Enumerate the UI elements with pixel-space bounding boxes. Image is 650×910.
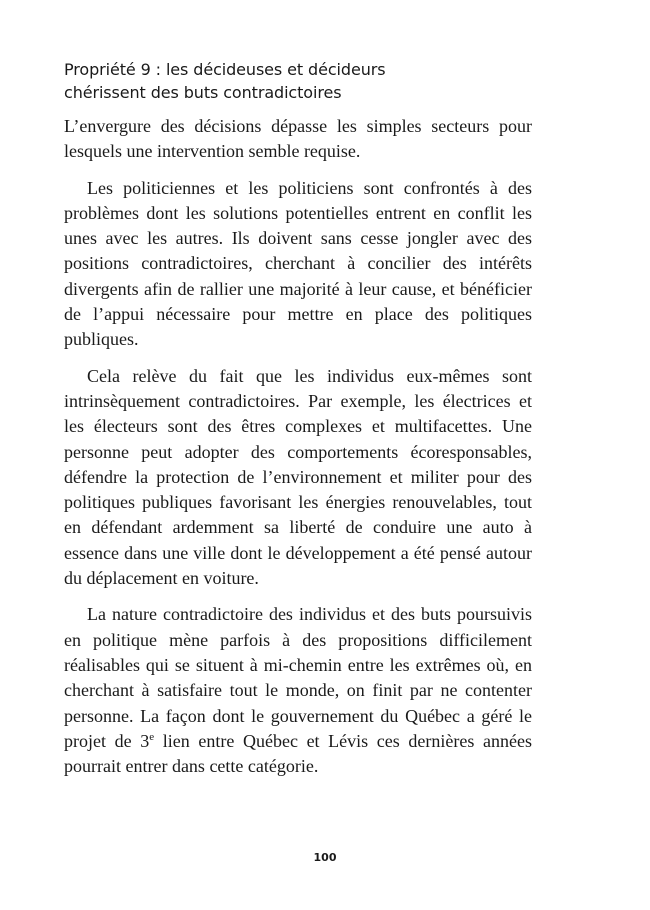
section-heading-line-1: Propriété 9 : les décideuses et décideurs: [64, 60, 386, 79]
paragraph-text-before: La nature contradictoire des individus et des buts poursuivis en politique mène parfois à des propositions difficilement réalisables qui se situent à mi-chemin entre les extrêmes où, en cherchant à satisfaire tout le monde, on finit par ne contenter personne. La façon dont le gouvernement du Québec a géré le projet de 3: [64, 604, 532, 751]
paragraph-politicians: Les politiciennes et les politiciens sont confrontés à des problèmes dont les solutions potentielles entrent en conflit les unes avec les autres. Ils doivent sans cesse jongler avec des positions contradictoires, cherchant à concilier des intérêts divergents afin de rallier une majorité à leur cause, et bénéficier de l’appui nécessaire pour mettre en place des politiques publiques.: [64, 177, 532, 350]
page-content: [64, 58, 532, 779]
superscript-e: e: [149, 730, 155, 743]
paragraph-contradictory-nature: [64, 602, 532, 779]
page-number: 100: [313, 851, 337, 864]
paragraph-intro: L’envergure des décisions dépasse les simples secteurs pour lesquels une intervention semble requise.: [64, 116, 532, 162]
section-heading: [64, 58, 532, 104]
paragraph-text-after: lien entre Québec et Lévis ces dernières années pourrait entrer dans cette catégorie.: [64, 730, 532, 777]
paragraph-individuals: Cela relève du fait que les individus eux-mêmes sont intrinsèquement contradictoires. Par exemple, les électrices et les électeurs sont des êtres complexes et multifacettes. Une personne peut adopter des comportements écoresponsables, défendre la protection de l’environnement et militer pour des politiques publiques favorisant les énergies renouvelables, tout en défendant ardemment sa liberté de conduire une auto à essence dans une ville dont le développement a été pensé autour du déplacement en voiture.: [64, 365, 532, 589]
section-heading-line-2: chérissent des buts contradictoires: [64, 83, 342, 102]
